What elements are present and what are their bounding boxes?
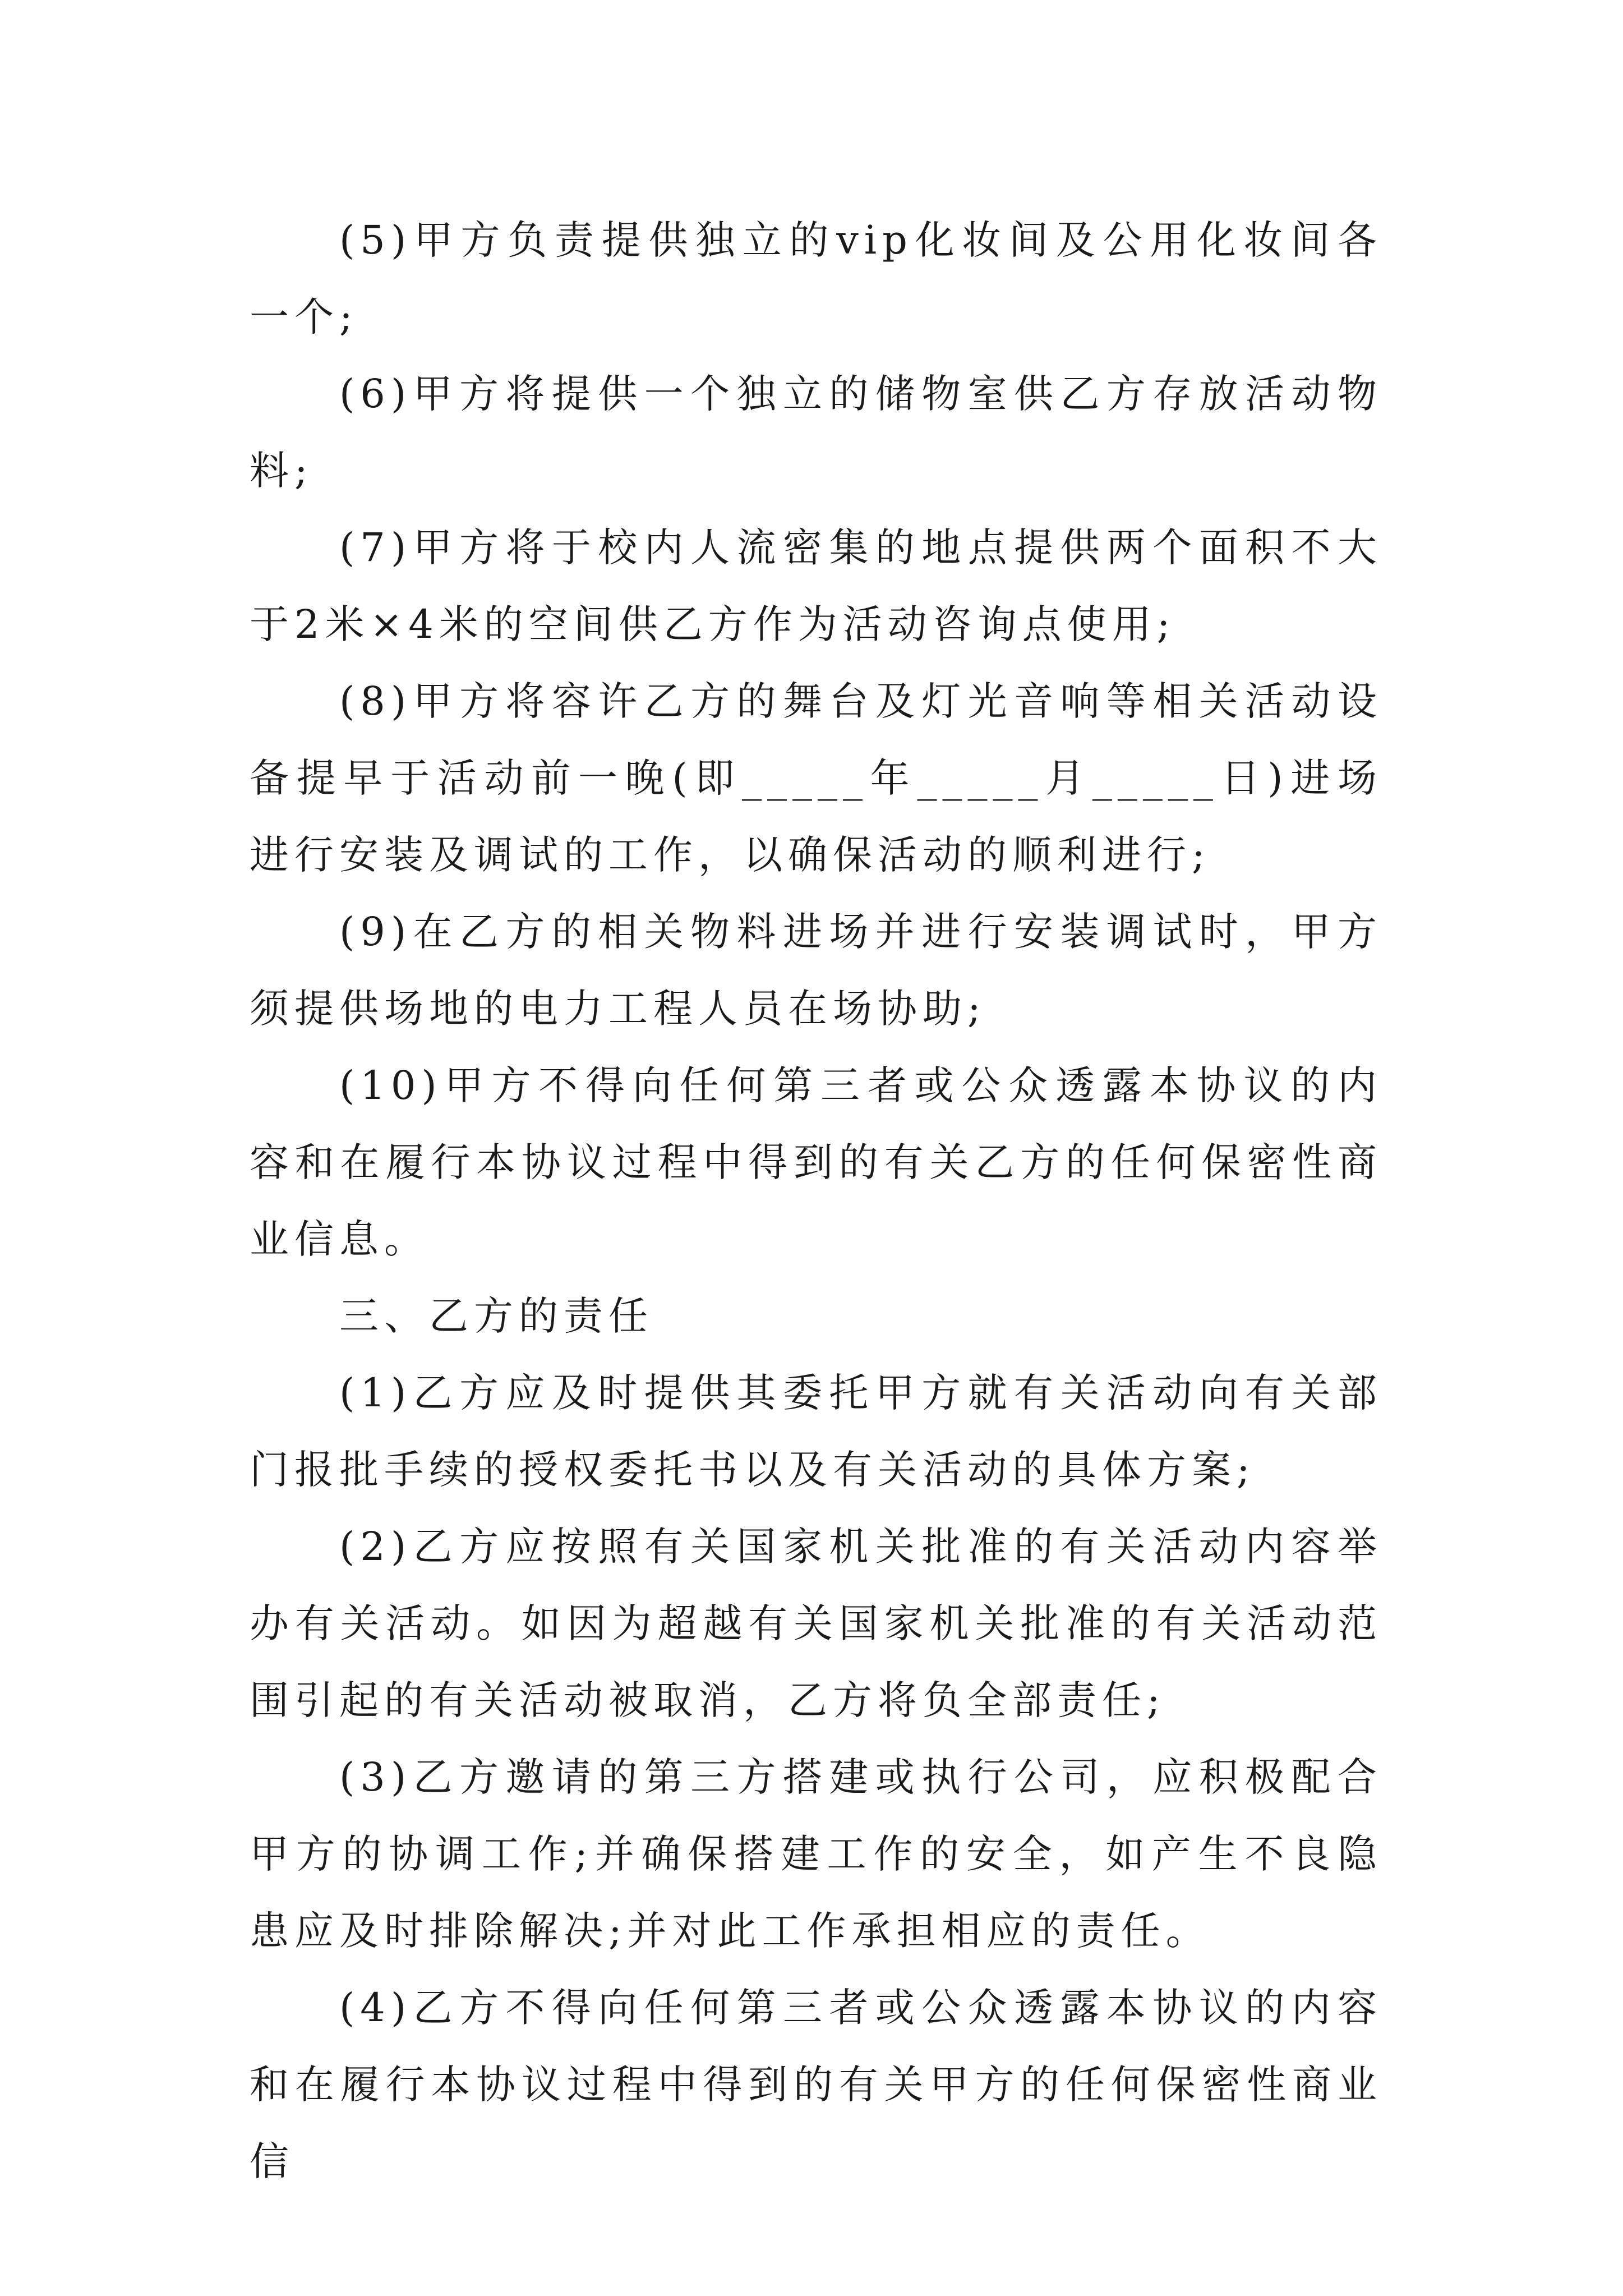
document-body <box>250 202 1382 2200</box>
clause-a5: (5)甲方负责提供独立的vip化妆间及公用化妆间各一个; <box>250 217 1382 340</box>
clause-a8: (8)甲方将容许乙方的舞台及灯光音响等相关活动设备提早于活动前一晚(即_____年_____月_____日)进场进行安装及调试的工作，以确保活动的顺利进行; <box>250 678 1382 878</box>
clause-b4: (4)乙方不得向任何第三者或公众透露本协议的内容和在履行本协议过程中得到的有关甲方的任何保密性商业信 <box>250 1985 1382 2184</box>
clause-a10: (10)甲方不得向任何第三者或公众透露本协议的内容和在履行本协议过程中得到的有关乙方的任何保密性商业信息。 <box>250 1062 1382 1262</box>
clause-b3: (3)乙方邀请的第三方搭建或执行公司，应积极配合甲方的协调工作;并确保搭建工作的安全，如产生不良隐患应及时排除解决;并对此工作承担相应的责任。 <box>250 1754 1382 1954</box>
section-heading: 三、乙方的责任 <box>339 1293 653 1339</box>
clause-a7: (7)甲方将于校内人流密集的地点提供两个面积不大于2米×4米的空间供乙方作为活动咨询点使用; <box>250 524 1382 647</box>
clause-a9: (9)在乙方的相关物料进场并进行安装调试时，甲方须提供场地的电力工程人员在场协助; <box>250 909 1382 1032</box>
clause-b1: (1)乙方应及时提供其委托甲方就有关活动向有关部门报批手续的授权委托书以及有关活动的具体方案; <box>250 1370 1382 1493</box>
clause-a6: (6)甲方将提供一个独立的储物室供乙方存放活动物料; <box>250 371 1382 494</box>
clause-b2: (2)乙方应按照有关国家机关批准的有关活动内容举办有关活动。如因为超越有关国家机关批准的有关活动范围引起的有关活动被取消，乙方将负全部责任; <box>250 1524 1382 1723</box>
